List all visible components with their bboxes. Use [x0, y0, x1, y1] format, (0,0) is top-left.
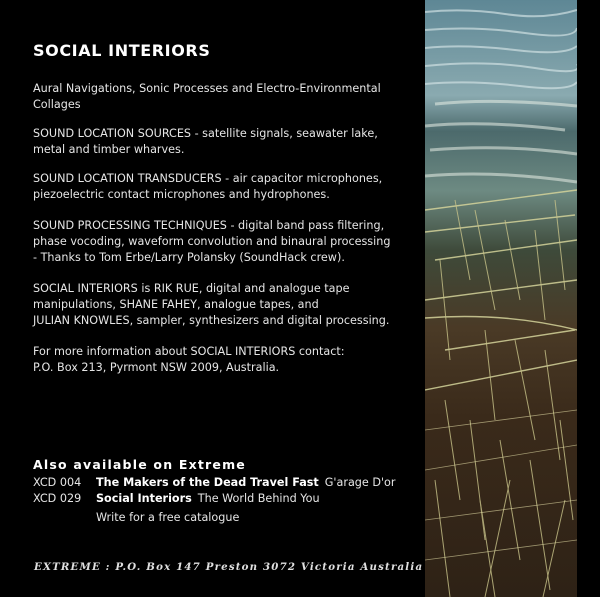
paragraph-description	[33, 81, 423, 113]
text-line: JULIAN KNOWLES, sampler, synthesizers and digital processing.	[33, 314, 390, 327]
paragraph-sources	[33, 126, 423, 158]
water-and-grass-photo-icon	[425, 0, 577, 597]
catalogue-title: The Makers of the Dead Travel Fast	[96, 476, 319, 489]
paragraph-members	[33, 281, 423, 329]
catalogue-code: XCD 029	[33, 492, 82, 505]
catalogue-subtitle: G'arage D'or	[324, 476, 396, 489]
catalogue-subtitle: The World Behind You	[197, 492, 320, 505]
text-line: manipulations, SHANE FAHEY, analogue tapes, and	[33, 298, 319, 311]
label-address-footer: EXTREME : P.O. Box 147 Preston 3072 Victoria Australia	[34, 561, 424, 573]
text-line: P.O. Box 213, Pyrmont NSW 2009, Australia.	[33, 361, 280, 374]
paragraph-processing	[33, 218, 423, 266]
catalogue-code: XCD 004	[33, 476, 82, 489]
text-line: - Thanks to Tom Erbe/Larry Polansky (SoundHack crew).	[33, 251, 345, 264]
text-line: Aural Navigations, Sonic Processes and Electro-Environmental	[33, 82, 381, 95]
catalogue-item	[33, 475, 395, 491]
text-line: SOUND LOCATION TRANSDUCERS - air capacitor microphones,	[33, 172, 383, 185]
catalogue-note: Write for a free catalogue	[96, 511, 240, 524]
text-line: Collages	[33, 98, 81, 111]
paragraph-transducers	[33, 171, 423, 203]
text-line: metal and timber wharves.	[33, 143, 185, 156]
text-line: For more information about SOCIAL INTERIORS contact:	[33, 345, 345, 358]
album-title: SOCIAL INTERIORS	[33, 41, 211, 60]
catalogue-item	[33, 491, 320, 507]
text-line: piezoelectric contact microphones and hydrophones.	[33, 188, 330, 201]
text-line: phase vocoding, waveform convolution and binaural processing	[33, 235, 391, 248]
text-line: SOUND PROCESSING TECHNIQUES - digital band pass filtering,	[33, 219, 385, 232]
right-border	[577, 0, 600, 597]
paragraph-contact	[33, 344, 423, 376]
catalogue-title: Social Interiors	[96, 492, 192, 505]
also-available-heading: Also available on Extreme	[33, 457, 246, 472]
text-line: SOUND LOCATION SOURCES - satellite signals, seawater lake,	[33, 127, 378, 140]
text-line: SOCIAL INTERIORS is RIK RUE, digital and analogue tape	[33, 282, 350, 295]
